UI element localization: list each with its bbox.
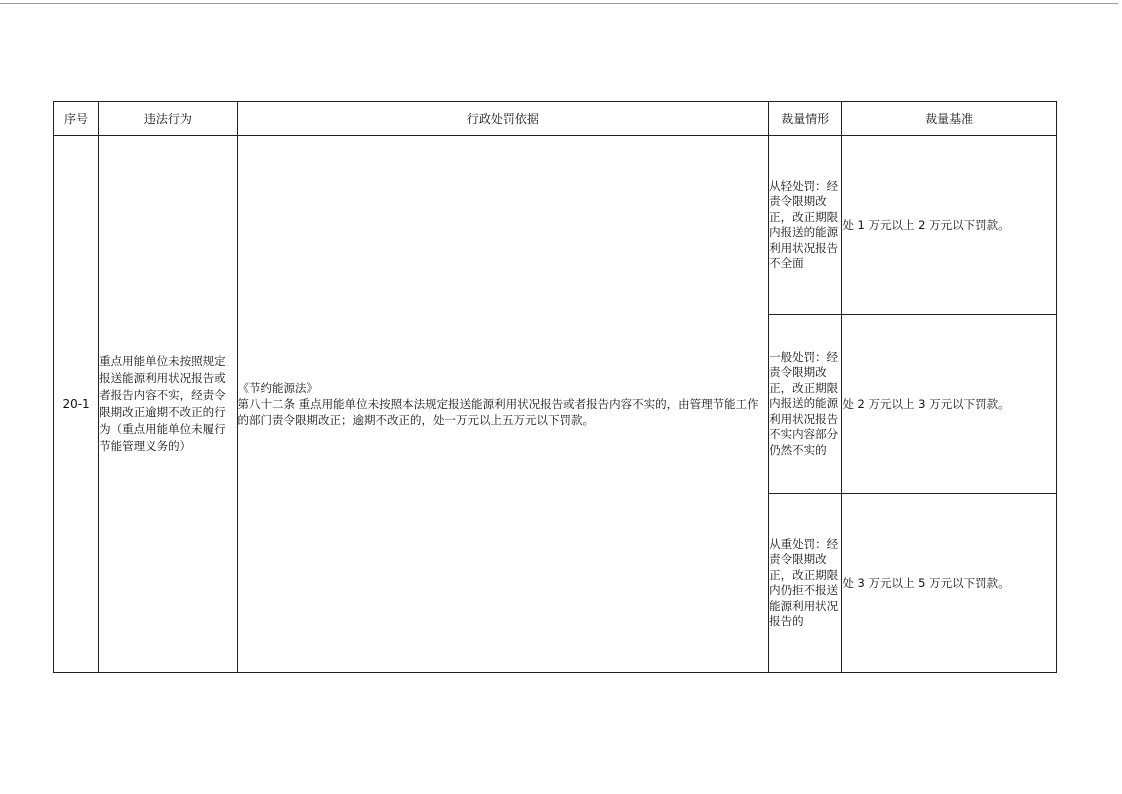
basis-law-title: 《节约能源法》 — [237, 381, 319, 395]
standard-general: 处 2 万元以上 3 万元以下罚款。 — [842, 315, 1057, 494]
situation-lenient: 从轻处罚：经责令限期改正，改正期限内报送的能源利用状况报告不全面 — [769, 136, 842, 315]
situation-severe: 从重处罚：经责令限期改正，改正期限内仍拒不报送能源利用状况报告的 — [769, 494, 842, 673]
header-seq: 序号 — [54, 102, 99, 136]
header-discretion-standard: 裁量基准 — [842, 102, 1057, 136]
header-violation: 违法行为 — [99, 102, 237, 136]
standard-lenient: 处 1 万元以上 2 万元以下罚款。 — [842, 136, 1057, 315]
standard-severe: 处 3 万元以上 5 万元以下罚款。 — [842, 494, 1057, 673]
table-header-row — [54, 102, 1057, 136]
situation-general: 一般处罚：经责令限期改正，改正期限内报送的能源利用状况报告不实内容部分仍然不实的 — [769, 315, 842, 494]
row-seq: 20-1 — [54, 136, 99, 673]
basis-article-text: 第八十二条 重点用能单位未按照本法规定报送能源利用状况报告或者报告内容不实的，由管理节能工作的部门责令限期改正；逾期不改正的，处一万元以上五万元以下罚款。 — [237, 397, 759, 427]
table-row — [54, 136, 1057, 315]
row-penalty-basis — [237, 136, 769, 673]
row-violation: 重点用能单位未按照规定报送能源利用状况报告或者报告内容不实，经责令限期改正逾期不改正的行为（重点用能单位未履行节能管理义务的） — [99, 136, 237, 673]
penalty-discretion-table — [53, 101, 1057, 673]
header-penalty-basis: 行政处罚依据 — [237, 102, 769, 136]
page-top-rule — [0, 3, 1118, 4]
header-discretion-situation: 裁量情形 — [769, 102, 842, 136]
